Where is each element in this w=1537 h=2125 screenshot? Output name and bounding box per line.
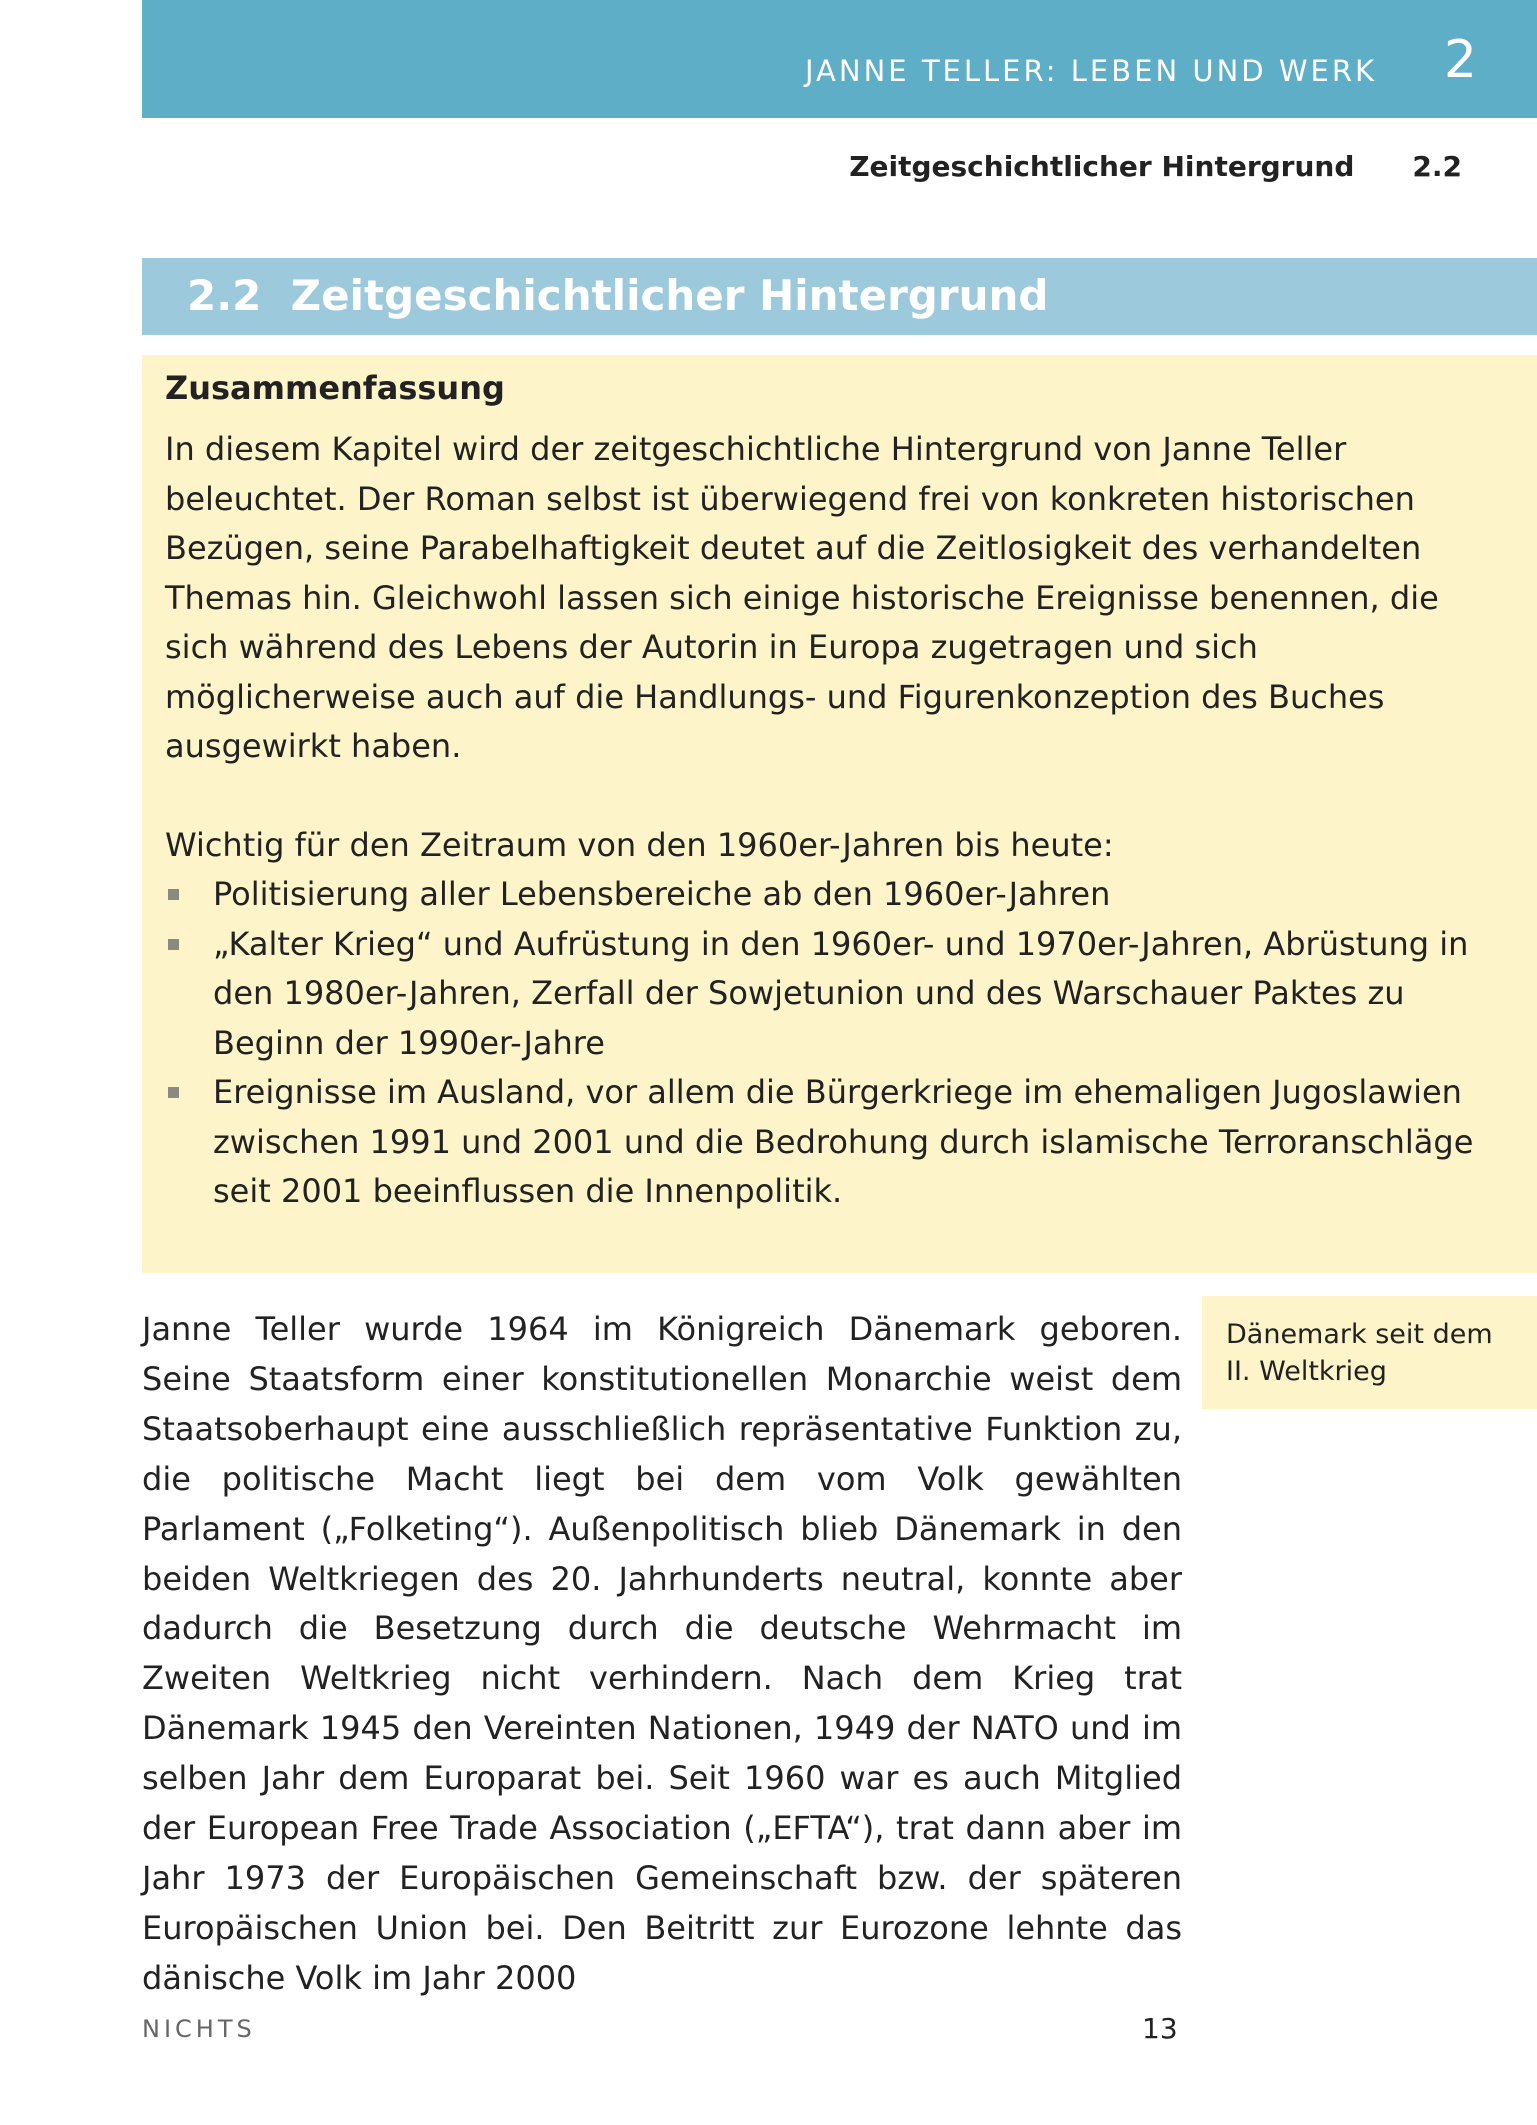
footer-book-title: NICHTS — [142, 2015, 256, 2043]
margin-note-text: Dänemark seit dem II. Weltkrieg — [1226, 1319, 1493, 1387]
square-bullet-icon — [168, 1087, 179, 1098]
summary-box — [142, 355, 1537, 1273]
chapter-number: 2 — [1443, 30, 1477, 90]
square-bullet-icon — [168, 889, 179, 900]
square-bullet-icon — [168, 939, 179, 950]
margin-note — [1202, 1296, 1537, 1409]
list-item — [165, 870, 1477, 920]
list-item — [165, 920, 1477, 1069]
summary-bullet-list — [165, 870, 1477, 1217]
list-item — [165, 1068, 1477, 1217]
body-paragraph: Janne Teller wurde 1964 im Königreich Dänemark geboren. Seine Staatsform einer konstitutionellen Monarchie weist dem Staatsoberhaupt eine ausschließlich repräsentative Funktion zu, die politische Macht liegt bei dem vom Volk gewählten Parlament („Folketing“). Außenpolitisch blieb Dänemark in den beiden Weltkriegen des 20. Jahrhunderts neutral, konnte aber dadurch die Besetzung durch die deutsche Wehrmacht im Zweiten Weltkrieg nicht verhindern. Nach dem Krieg trat Dänemark 1945 den Vereinten Nationen, 1949 der NATO und im selben Jahr dem Europarat bei. Seit 1960 war es auch Mitglied der European Free Trade Association („EFTA“), trat dann aber im Jahr 1973 der Europäischen Gemeinschaft bzw. der späteren Europäischen Union bei. Den Beitritt zur Eurozone lehnte das dänische Volk im Jahr 2000 — [142, 1310, 1182, 1997]
summary-heading: Zusammenfassung — [165, 369, 505, 407]
chapter-title: JANNE TELLER: LEBEN UND WERK — [805, 54, 1377, 88]
running-head — [849, 150, 1462, 183]
list-item-text: Ereignisse im Ausland, vor allem die Bürgerkriege im ehemaligen Jugoslawien zwischen 1991 und 2001 und die Bedrohung durch islamische Terroranschläge seit 2001 beeinflussen die Innenpolitik. — [213, 1073, 1474, 1210]
summary-text: In diesem Kapitel wird der zeitgeschichtliche Hintergrund von Janne Teller beleuchtet. Der Roman selbst ist überwiegend frei von konkreten historischen Bezügen, seine Parabelhaftigkeit deutet auf die Zeitlosigkeit des verhandelten Themas hin. Gleichwohl lassen sich einige historische Ereignisse benennen, die sich während des Lebens der Autorin in Europa zugetragen und sich möglicherweise auch auf die Handlungs- und Figurenkonzeption des Buches ausgewirkt haben. — [165, 430, 1439, 765]
page-number: 13 — [1142, 2012, 1178, 2045]
list-item-text: „Kalter Krieg“ und Aufrüstung in den 1960er- und 1970er-Jahren, Abrüstung in den 1980er-Jahren, Zerfall der Sowjetunion und des Warschauer Paktes zu Beginn der 1990er-Jahre — [213, 924, 1469, 1062]
summary-content — [165, 369, 1477, 1217]
running-section-number: 2.2 — [1412, 150, 1462, 183]
section-heading: 2.2 Zeitgeschichtlicher Hintergrund — [187, 271, 1049, 320]
section-heading-bar — [142, 258, 1537, 335]
list-item-text: Politisierung aller Lebensbereiche ab den 1960er-Jahren — [213, 875, 1111, 913]
running-section-title: Zeitgeschichtlicher Hintergrund — [849, 150, 1355, 183]
summary-intro: Wichtig für den Zeitraum von den 1960er-Jahren bis heute: — [165, 825, 1114, 864]
chapter-header-band — [142, 0, 1537, 118]
